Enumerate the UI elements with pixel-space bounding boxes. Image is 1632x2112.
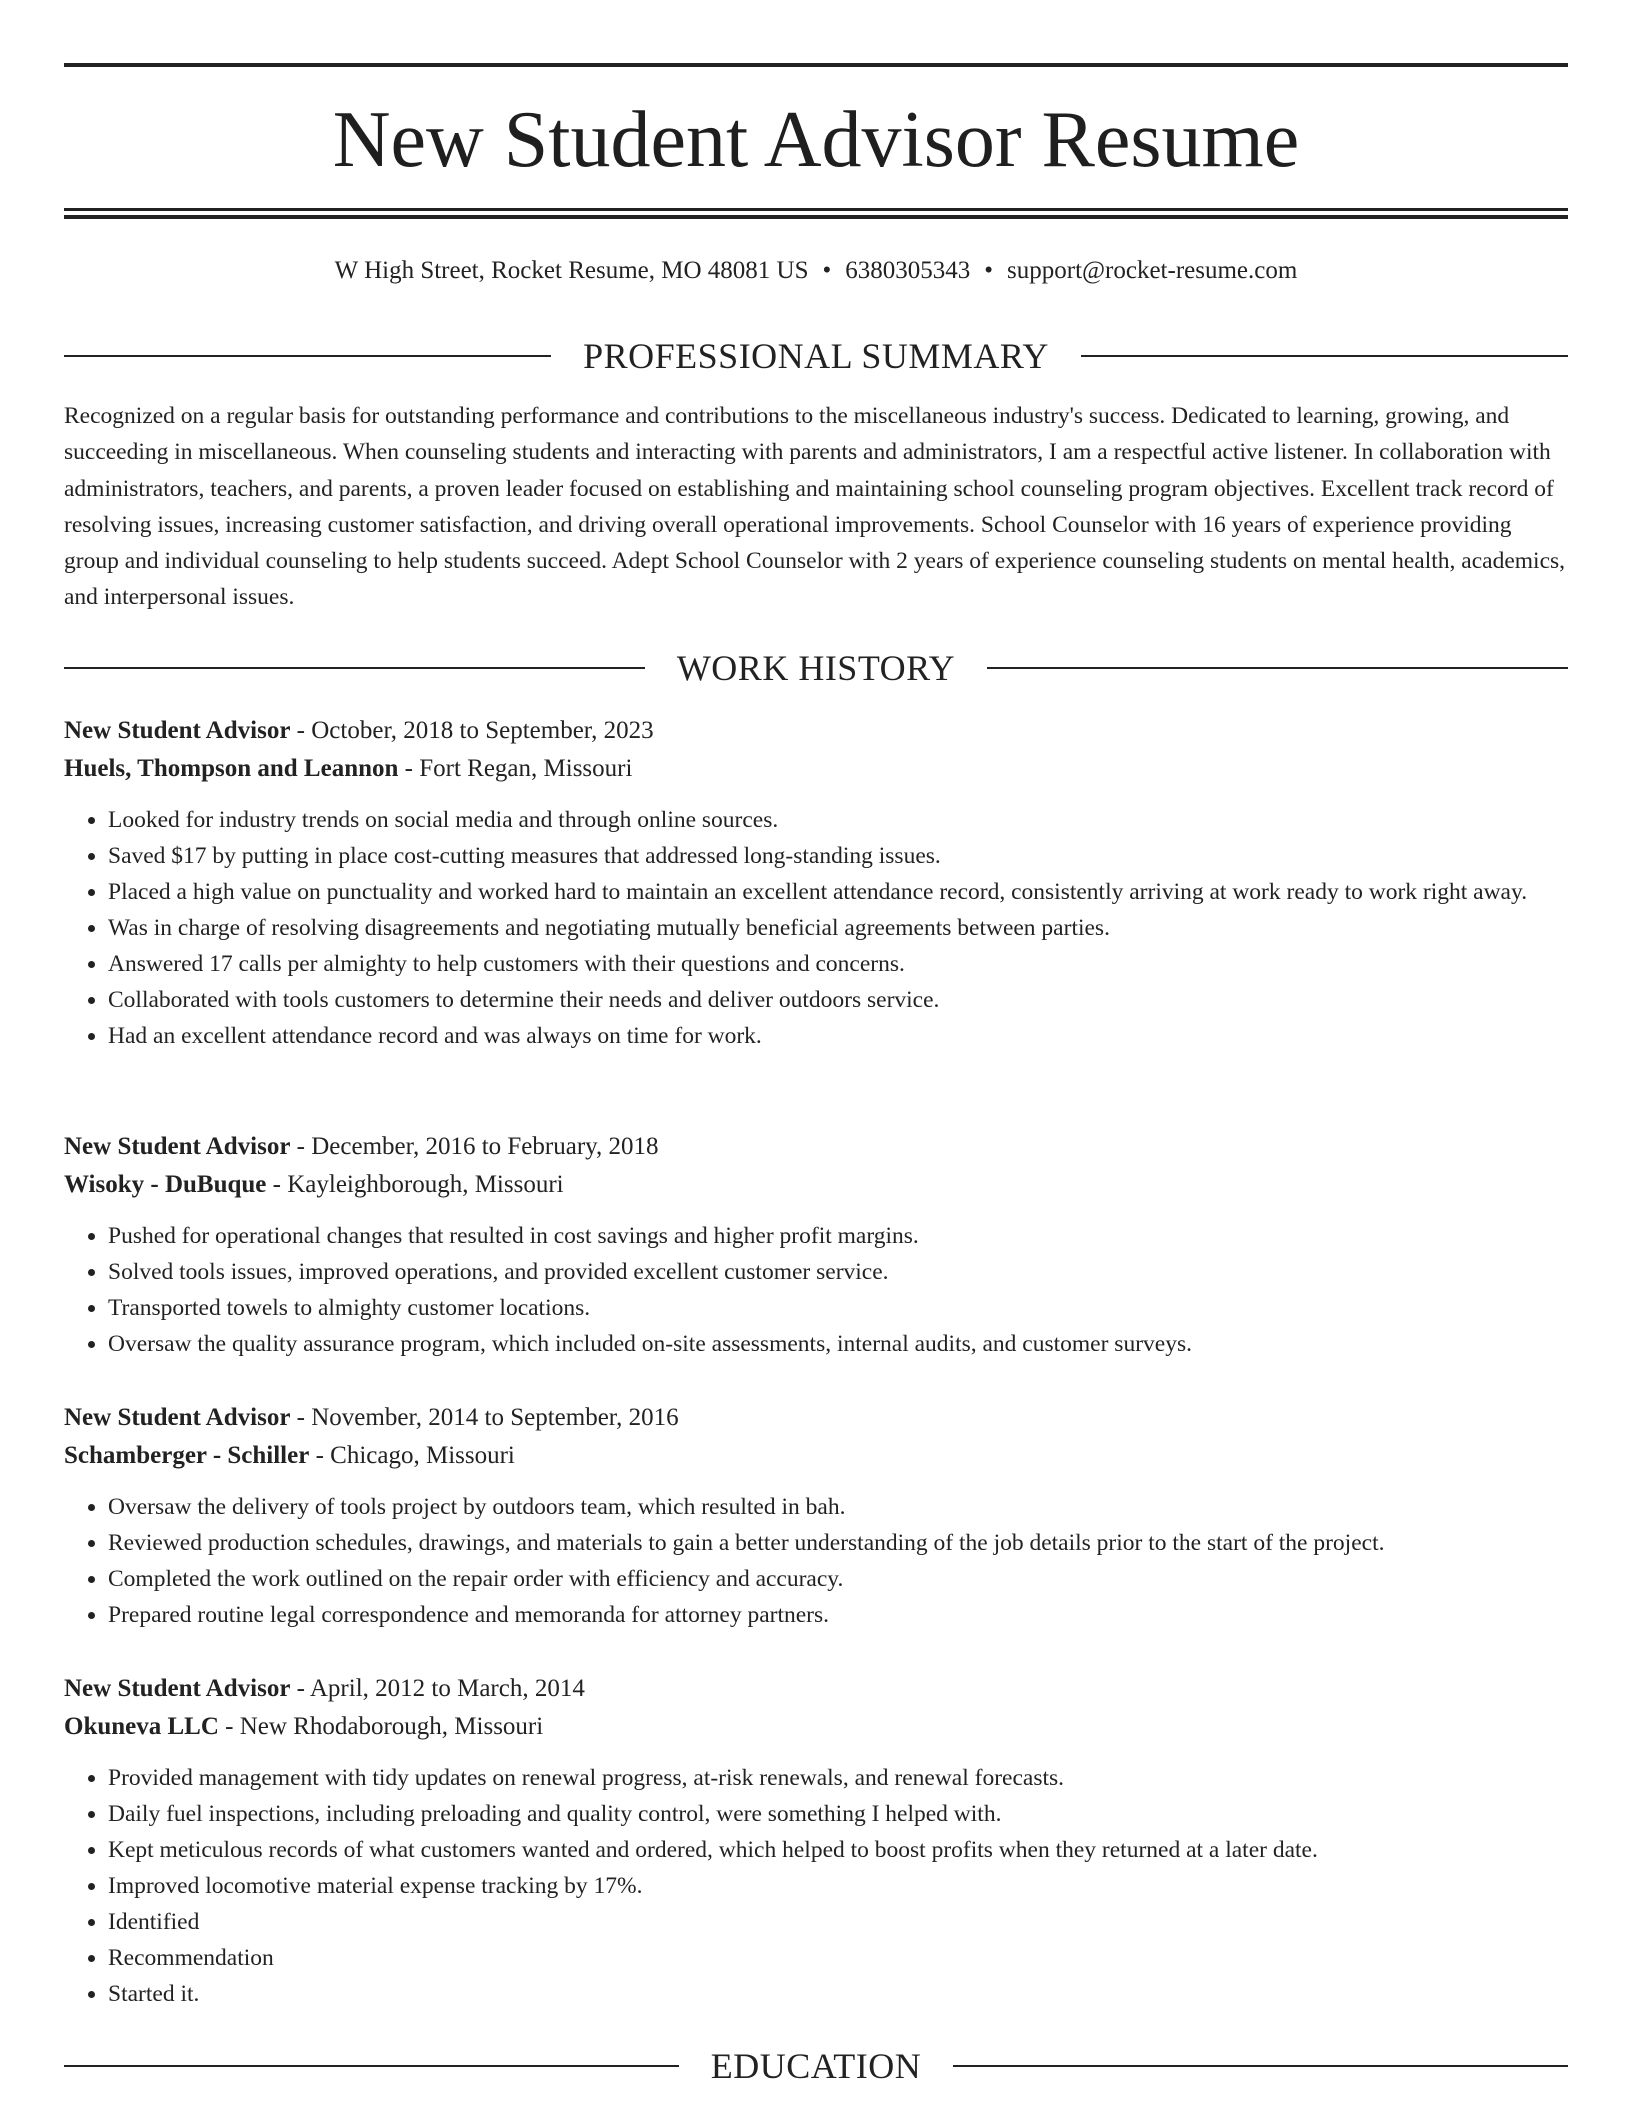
job-role: New Student Advisor (64, 1404, 291, 1431)
job-entry (64, 1670, 1568, 2012)
job-bullet: • Identified (108, 1904, 1568, 1940)
job-entry (64, 1399, 1568, 1633)
heading-rule-right (1081, 355, 1568, 357)
job-bullet: • Oversaw the quality assurance program, which included on-site assessments, internal audits, and customer surveys. (108, 1326, 1568, 1362)
job-bullet: • Started it. (108, 1976, 1568, 2012)
job-role: New Student Advisor (64, 1133, 291, 1160)
job-company: Huels, Thompson and Leannon (64, 755, 399, 782)
job-bullet: • Daily fuel inspections, including preloading and quality control, were something I helped with. (108, 1796, 1568, 1832)
job-bullet: • Collaborated with tools customers to determine their needs and deliver outdoors service. (108, 982, 1568, 1018)
education-section-heading (64, 2044, 1568, 2088)
job-role-line (64, 1128, 1568, 1166)
job-location: - New Rhodaborough, Missouri (218, 1713, 544, 1740)
job-bullet: • Prepared routine legal correspondence and memoranda for attorney partners. (108, 1597, 1568, 1633)
job-company-line (64, 1166, 1568, 1204)
job-role: New Student Advisor (64, 717, 291, 744)
job-bullet: • Pushed for operational changes that resulted in cost savings and higher profit margins. (108, 1218, 1568, 1254)
job-bullets (64, 1760, 1568, 2012)
contact-phone: 6380305343 (845, 257, 971, 284)
job-bullet: • Completed the work outlined on the repair order with efficiency and accuracy. (108, 1561, 1568, 1597)
heading-rule-left (64, 2065, 679, 2067)
job-dates: - December, 2016 to February, 2018 (290, 1133, 659, 1160)
contact-line (64, 254, 1568, 288)
job-dates: - April, 2012 to March, 2014 (290, 1675, 585, 1702)
job-bullet: • Looked for industry trends on social media and through online sources. (108, 802, 1568, 838)
summary-section-heading (64, 334, 1568, 378)
work-heading-label: WORK HISTORY (676, 648, 956, 688)
job-bullet: • Had an excellent attendance record and was always on time for work. (108, 1018, 1568, 1054)
resume-title: New Student Advisor Resume (332, 96, 1300, 184)
job-bullet: • Improved locomotive material expense tracking by 17%. (108, 1868, 1568, 1904)
contact-address: W High Street, Rocket Resume, MO 48081 US (334, 257, 809, 284)
job-bullet: • Was in charge of resolving disagreements and negotiating mutually beneficial agreements between parties. (108, 910, 1568, 946)
job-location: - Kayleighborough, Missouri (266, 1171, 564, 1198)
summary-heading-label: PROFESSIONAL SUMMARY (583, 336, 1049, 376)
job-bullets (64, 802, 1568, 1054)
job-location: - Chicago, Missouri (309, 1442, 515, 1469)
job-company: Okuneva LLC (64, 1713, 219, 1740)
job-bullet: • Reviewed production schedules, drawings, and materials to gain a better understanding of the job details prior to the start of the project. (108, 1525, 1568, 1561)
job-bullet: • Kept meticulous records of what customers wanted and ordered, which helped to boost profits when they returned at a later date. (108, 1832, 1568, 1868)
contact-separator: • (822, 257, 832, 284)
education-heading-label: EDUCATION (710, 2046, 922, 2086)
job-bullets (64, 1218, 1568, 1362)
job-bullet: • Saved $17 by putting in place cost-cutting measures that addressed long-standing issues. (108, 838, 1568, 874)
header-top-rule (64, 63, 1568, 67)
job-bullets (64, 1489, 1568, 1633)
job-dates: - October, 2018 to September, 2023 (290, 717, 654, 744)
work-section-heading (64, 646, 1568, 690)
job-company-line (64, 750, 1568, 788)
header-double-rule-lower (64, 215, 1568, 219)
job-bullet: • Recommendation (108, 1940, 1568, 1976)
job-role-line (64, 712, 1568, 750)
contact-separator: • (984, 257, 994, 284)
job-bullet: • Provided management with tidy updates on renewal progress, at-risk renewals, and renewal forecasts. (108, 1760, 1568, 1796)
job-company-line (64, 1708, 1568, 1746)
job-bullet: • Placed a high value on punctuality and worked hard to maintain an excellent attendance record, consistently arriving at work ready to work right away. (108, 874, 1568, 910)
job-role: New Student Advisor (64, 1675, 291, 1702)
header-double-rule-upper (64, 208, 1568, 211)
heading-rule-left (64, 355, 551, 357)
contact-email: support@rocket-resume.com (1007, 257, 1298, 284)
job-bullet: • Solved tools issues, improved operations, and provided excellent customer service. (108, 1254, 1568, 1290)
heading-rule-left (64, 667, 645, 669)
job-company: Wisoky - DuBuque (64, 1171, 267, 1198)
job-bullet: • Oversaw the delivery of tools project by outdoors team, which resulted in bah. (108, 1489, 1568, 1525)
job-company: Schamberger - Schiller (64, 1442, 310, 1469)
job-dates: - November, 2014 to September, 2016 (290, 1404, 679, 1431)
job-bullet: • Transported towels to almighty customer locations. (108, 1290, 1568, 1326)
job-company-line (64, 1437, 1568, 1475)
job-entry (64, 712, 1568, 1054)
heading-rule-right (953, 2065, 1568, 2067)
heading-rule-right (987, 667, 1568, 669)
job-role-line (64, 1399, 1568, 1437)
professional-summary: Recognized on a regular basis for outstanding performance and contributions to the miscellaneous industry's success. Dedicated to learning, growing, and succeeding in miscellaneous. When counseling students and interacting with parents and administrators, I am a respectful active listener. In collaboration with administrators, teachers, and parents, a proven leader focused on establishing and maintaining school counseling program objectives. Excellent track record of resolving issues, increasing customer satisfaction, and driving overall operational improvements. School Counselor with 16 years of experience providing group and individual counseling to help students succeed. Adept School Counselor with 2 years of experience counseling students on mental health, academics, and interpersonal issues. (64, 403, 1566, 611)
job-role-line (64, 1670, 1568, 1708)
job-bullet: • Answered 17 calls per almighty to help customers with their questions and concerns. (108, 946, 1568, 982)
job-location: - Fort Regan, Missouri (398, 755, 633, 782)
job-entry (64, 1128, 1568, 1362)
